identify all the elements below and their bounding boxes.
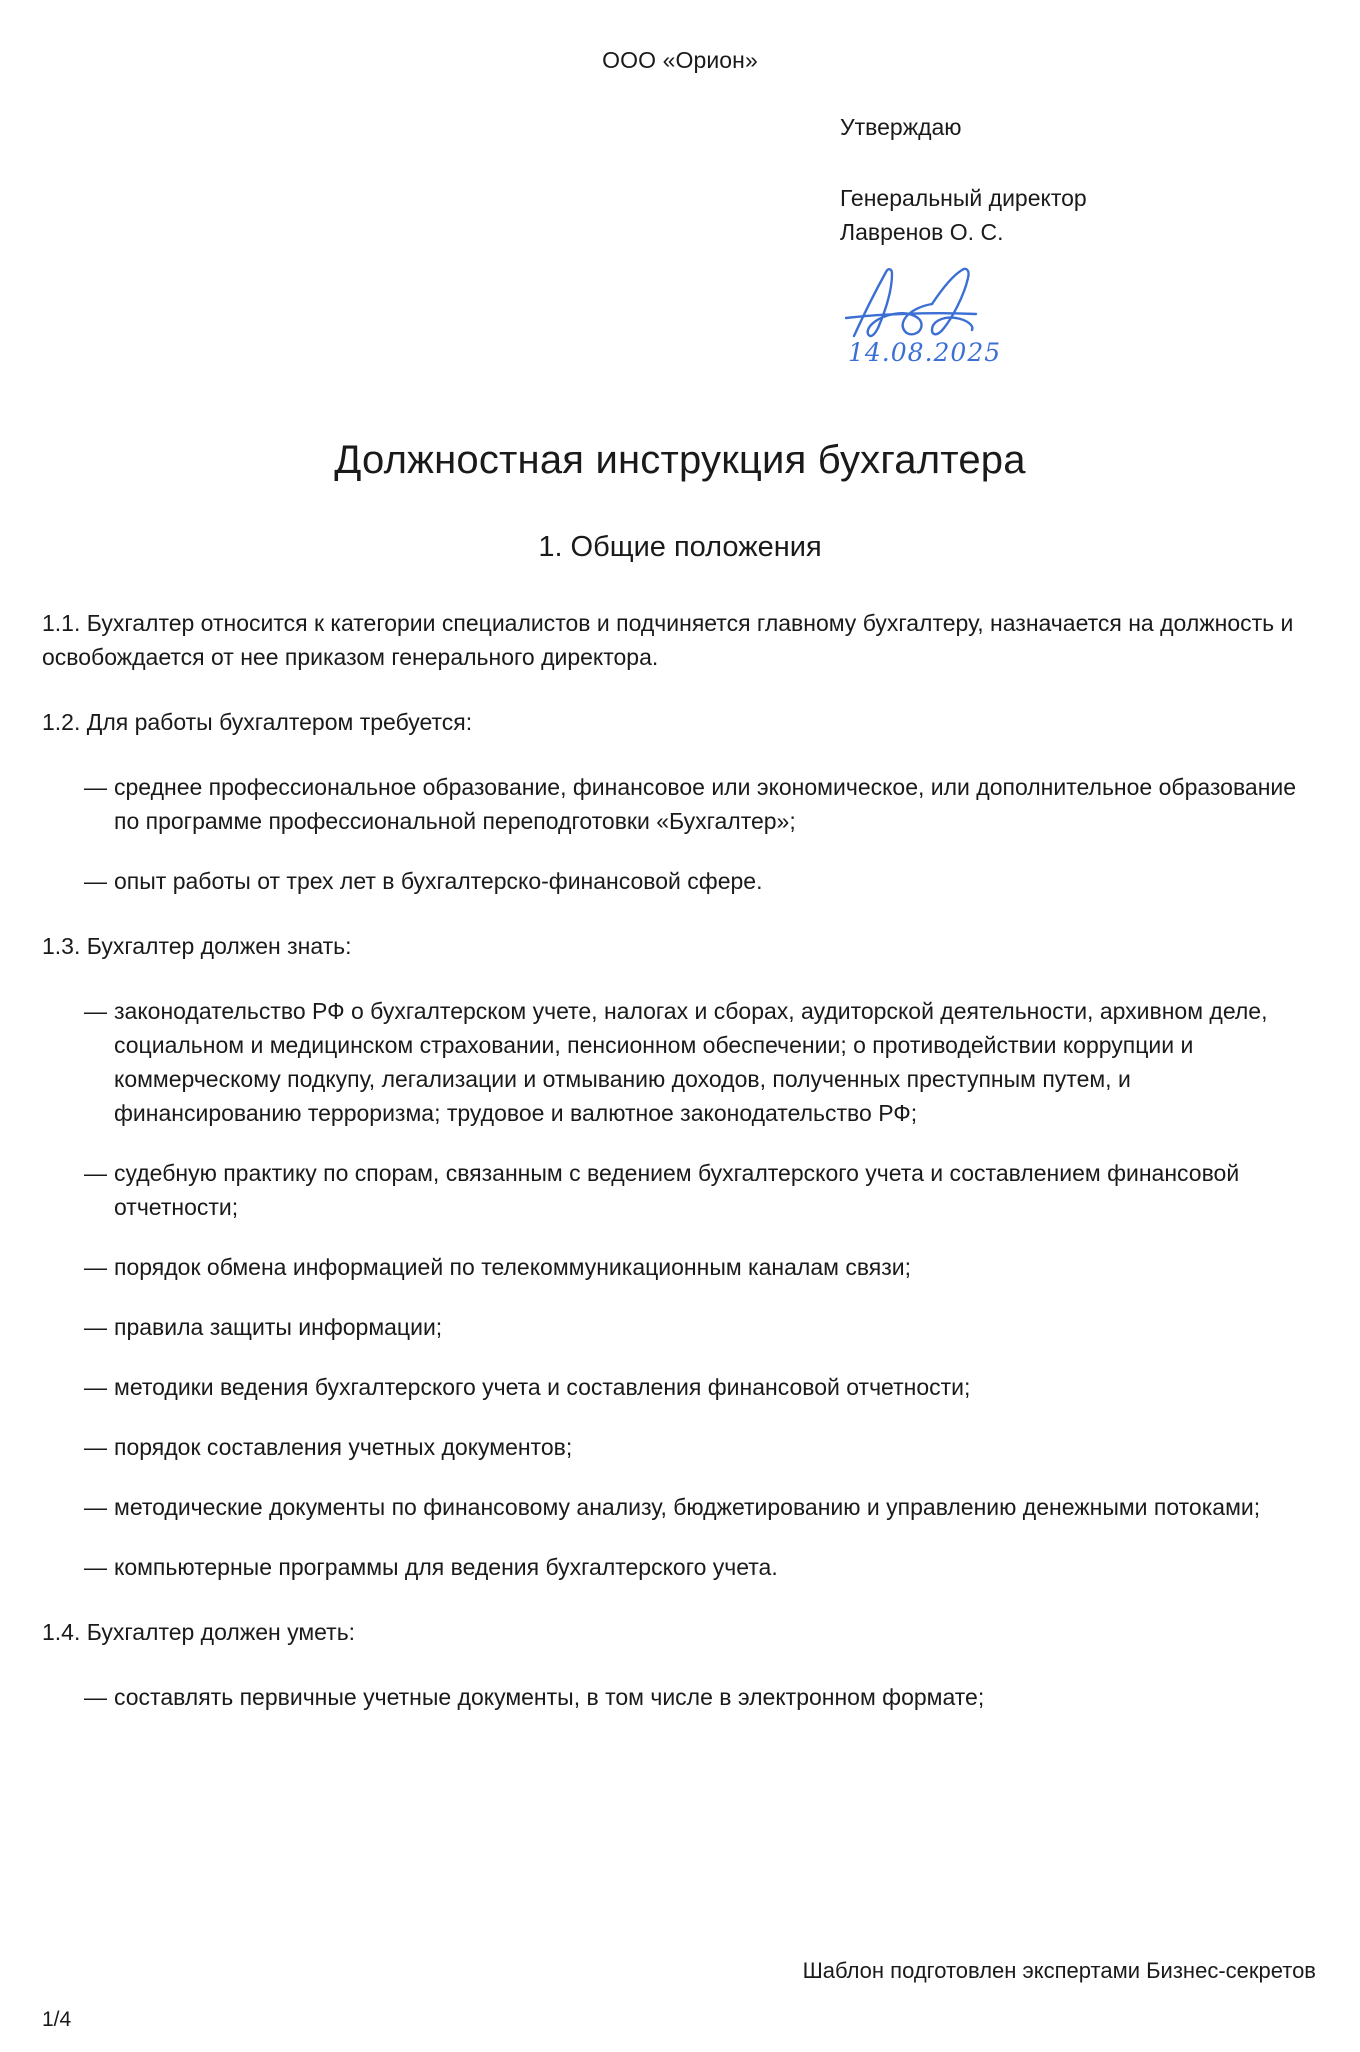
document-body: [0, 606, 1360, 1715]
list-item: [42, 1156, 1316, 1224]
list-item: [42, 1370, 1316, 1404]
dash-bullet-icon: —: [84, 1253, 107, 1280]
list-item-text: судебную практику по спорам, связанным с ведением бухгалтерского учета и составлением финансовой отчетности;: [114, 1159, 1240, 1220]
dash-bullet-icon: —: [84, 997, 107, 1024]
list-item-text: среднее профессиональное образование, финансовое или экономическое, или дополнительное образование по программе профессиональной переподготовки «Бухгалтер»;: [114, 773, 1297, 834]
approval-block: [0, 110, 1360, 250]
clause-1-2-intro: 1.2. Для работы бухгалтером требуется:: [42, 708, 473, 735]
clause-1-1: 1.1. Бухгалтер относится к категории специалистов и подчиняется главному бухгалтеру, назначается на должность и освобождается от нее приказом генерального директора.: [42, 609, 1294, 670]
clause-1-4-list: [42, 1680, 1316, 1714]
list-item: [42, 994, 1316, 1130]
list-item-text: порядок составления учетных документов;: [114, 1434, 573, 1461]
dash-bullet-icon: —: [84, 1159, 107, 1186]
signature-date: 14.08.2025: [848, 337, 1002, 367]
dash-bullet-icon: —: [84, 1374, 107, 1401]
list-item-text: составлять первичные учетные документы, в том числе в электронном формате;: [114, 1684, 985, 1711]
list-item: [42, 770, 1316, 838]
page-number: 1/4: [42, 2008, 72, 2031]
list-item: [42, 1310, 1316, 1344]
handwritten-signature-icon: [840, 262, 1020, 344]
list-item-text: компьютерные программы для ведения бухгалтерского учета.: [114, 1554, 778, 1581]
approval-word: Утверждаю: [840, 114, 962, 141]
dash-bullet-icon: —: [84, 773, 107, 800]
list-item-text: методики ведения бухгалтерского учета и составления финансовой отчетности;: [114, 1374, 971, 1401]
clause-1-2-list: [42, 770, 1316, 898]
approver-post: Генеральный директор: [840, 184, 1087, 211]
list-item-text: законодательство РФ о бухгалтерском учете, налогах и сборах, аудиторской деятельности, архивном деле, социальном и медицинском страховании, пенсионном обеспечении; о противодействии коррупции и коммерческому подкупу, легализации и отмыванию доходов, полученных преступным путем, и финансированию терроризма; трудовое и валютное законодательство РФ;: [114, 997, 1268, 1126]
dash-bullet-icon: —: [84, 1494, 107, 1521]
list-item-text: опыт работы от трех лет в бухгалтерско-финансовой сфере.: [114, 867, 763, 894]
list-item: [42, 1490, 1316, 1524]
clause-1-4-intro: 1.4. Бухгалтер должен уметь:: [42, 1619, 356, 1646]
list-item-text: правила защиты информации;: [114, 1313, 443, 1340]
clause-1-3-list: [42, 994, 1316, 1584]
dash-bullet-icon: —: [84, 1434, 107, 1461]
footer-note: Шаблон подготовлен экспертами Бизнес-секретов: [802, 1958, 1316, 1983]
list-item-text: методические документы по финансовому анализу, бюджетированию и управлению денежными потоками;: [114, 1494, 1261, 1521]
section-title: 1. Общие положения: [538, 530, 822, 563]
page-title: Должностная инструкция бухгалтера: [334, 437, 1026, 482]
dash-bullet-icon: —: [84, 1313, 107, 1340]
approver-name: Лавренов О. С.: [840, 219, 1004, 246]
list-item-text: порядок обмена информацией по телекоммуникационным каналам связи;: [114, 1253, 912, 1280]
dash-bullet-icon: —: [84, 1684, 107, 1711]
list-item: [42, 1250, 1316, 1284]
organization-name: ООО «Орион»: [602, 47, 758, 73]
list-item: [42, 864, 1316, 898]
dash-bullet-icon: —: [84, 867, 107, 894]
list-item: [42, 1550, 1316, 1584]
list-item: [42, 1680, 1316, 1714]
clause-1-3-intro: 1.3. Бухгалтер должен знать:: [42, 932, 352, 959]
signature-area: [0, 262, 1360, 380]
dash-bullet-icon: —: [84, 1554, 107, 1581]
list-item: [42, 1430, 1316, 1464]
